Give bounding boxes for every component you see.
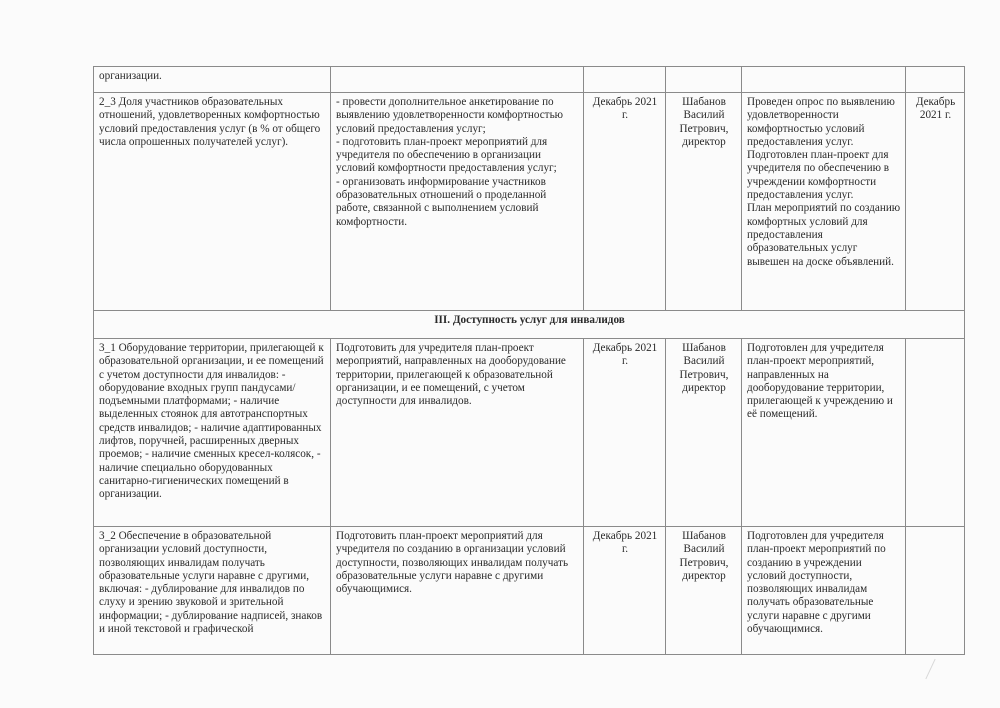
shortcoming-cell: 3_2 Обеспечение в образовательной организации условий доступности, позволяющих инвалидам получать образовательные услуги наравне с другими, включая: - дублирование для инвалидов по слуху и зрению звуковой и зрительной информации; - дублирование надписей, знаков и иной текстовой и графической <box>94 527 331 655</box>
planned-date-cell: Декабрь 2021 г. <box>584 527 666 655</box>
measures-cell: Подготовить план-проект мероприятий для учредителя по созданию в организации условий доступности, позволяющих инвалидам получать образовательные услуги наравне с другими обучающимися. <box>331 527 584 655</box>
measures-cell: - провести дополнительное анкетирование по выявлению удовлетворенности комфортностью условий предоставления услуг; - подготовить план-проект мероприятий для учредителя по обеспечению в организации условий комфортности предоставления услуг; - организовать информирование участников образовательных отношений о проделанной работе, связанной с выполнением условий комфортности. <box>331 93 584 311</box>
actual-date-cell <box>906 527 965 655</box>
shortcoming-cell: 2_3 Доля участников образовательных отношений, удовлетворенных комфортностью условий предоставления услуг (в % от общего числа опрошенных получателей услуг). <box>94 93 331 311</box>
actual-date-cell <box>906 67 965 93</box>
table-row <box>94 67 965 93</box>
section-header-row <box>94 311 965 339</box>
responsible-cell: Шабанов Василий Петрович, директор <box>666 527 742 655</box>
table-row <box>94 527 965 655</box>
table-row <box>94 339 965 527</box>
planned-date-cell <box>584 67 666 93</box>
action-plan-table <box>93 66 965 655</box>
planned-date-cell: Декабрь 2021 г. <box>584 93 666 311</box>
measures-cell: Подготовить для учредителя план-проект мероприятий, направленных на дооборудование территории, прилегающей к образовательной организации, и ее помещений, с учетом доступности для инвалидов. <box>331 339 584 527</box>
actual-date-cell <box>906 339 965 527</box>
planned-date-cell: Декабрь 2021 г. <box>584 339 666 527</box>
result-cell: Подготовлен для учредителя план-проект мероприятий по созданию в учреждении условий доступности, позволяющих инвалидам получать образовательные услуги наравне с другими обучающимися. <box>742 527 906 655</box>
scan-mark <box>925 659 935 679</box>
responsible-cell: Шабанов Василий Петрович, директор <box>666 93 742 311</box>
shortcoming-cell: организации. <box>94 67 331 93</box>
table-row <box>94 93 965 311</box>
result-cell <box>742 67 906 93</box>
measures-cell <box>331 67 584 93</box>
result-cell: Подготовлен для учредителя план-проект мероприятий, направленных на дооборудование территории, прилегающей к учреждению и её помещений. <box>742 339 906 527</box>
actual-date-cell: Декабрь 2021 г. <box>906 93 965 311</box>
responsible-cell: Шабанов Василий Петрович, директор <box>666 339 742 527</box>
responsible-cell <box>666 67 742 93</box>
section-title: III. Доступность услуг для инвалидов <box>94 311 965 339</box>
shortcoming-cell: 3_1 Оборудование территории, прилегающей к образовательной организации, и ее помещений с учетом доступности для инвалидов: - оборудование входных групп пандусами/подъемными платформами; - наличие выделенных стоянок для автотранспортных средств инвалидов; - наличие адаптированных лифтов, поручней, расширенных дверных проемов; - наличие сменных кресел-колясок, - наличие специально оборудованных санитарно-гигиенических помещений в организации. <box>94 339 331 527</box>
result-cell: Проведен опрос по выявлению удовлетворенности комфортностью условий предоставления услуг. Подготовлен план-проект для учредителя по обеспечению в учреждении комфортности предоставления услуг. План мероприятий по созданию комфортных условий для предоставления образовательных услуг вывешен на доске объявлений. <box>742 93 906 311</box>
